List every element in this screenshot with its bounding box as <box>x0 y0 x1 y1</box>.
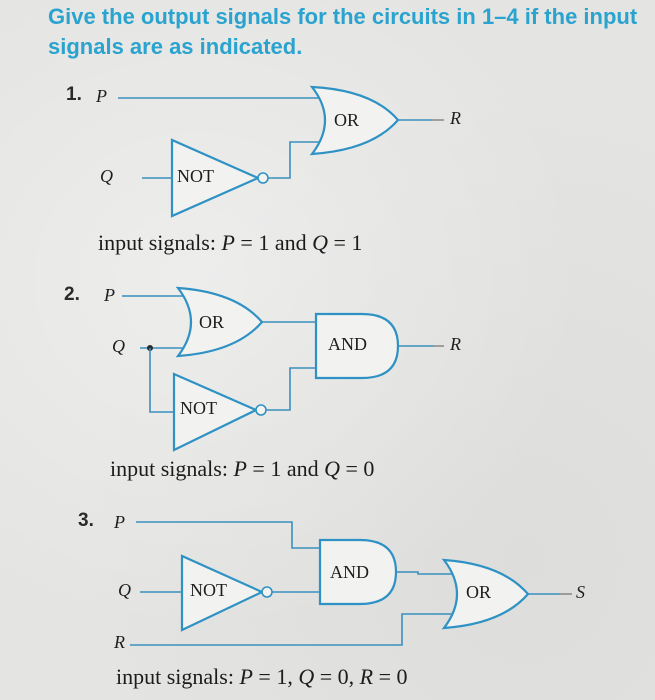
p3-label-r: R <box>114 632 125 652</box>
p2-label-q: Q <box>112 336 125 356</box>
p2-label-r: R <box>450 334 461 354</box>
p2-wire-q-branch <box>150 348 174 412</box>
p2-input-signals: input signals: P = 1 and Q = 0 <box>110 456 375 481</box>
p2-not-label: NOT <box>180 398 217 418</box>
problem-1-number: 1. <box>66 84 82 105</box>
p1-or-label: OR <box>334 110 360 130</box>
p3-label-s: S <box>576 582 585 602</box>
problem-2-number: 2. <box>64 284 80 305</box>
p3-not-bubble <box>262 587 272 597</box>
problem-instructions: Give the output signals for the circuits in 1–4 if the input signals are as indicated. <box>48 4 638 59</box>
p3-label-q: Q <box>118 580 131 600</box>
p1-input-signals: input signals: P = 1 and Q = 1 <box>98 230 363 255</box>
p3-or-label: OR <box>466 582 492 602</box>
p2-or-label: OR <box>199 312 225 332</box>
p3-input-signals: input signals: P = 1, Q = 0, R = 0 <box>116 664 408 689</box>
p3-wire-p <box>136 522 320 548</box>
p3-not-label: NOT <box>190 580 227 600</box>
p3-and-label: AND <box>330 562 369 582</box>
p1-label-p: P <box>96 86 107 106</box>
p1-label-q: Q <box>100 166 113 186</box>
p2-and-label: AND <box>328 334 367 354</box>
problem-3-number: 3. <box>78 510 94 531</box>
p1-not-label: NOT <box>177 166 214 186</box>
p3-wire-r <box>130 614 460 645</box>
p2-wire-not-and <box>266 368 316 410</box>
p2-label-p: P <box>104 285 115 305</box>
p1-label-r: R <box>450 108 461 128</box>
p3-label-p: P <box>114 512 125 532</box>
p1-not-bubble <box>258 173 268 183</box>
p3-wire-and-or <box>396 572 460 574</box>
p2-not-bubble <box>256 405 266 415</box>
